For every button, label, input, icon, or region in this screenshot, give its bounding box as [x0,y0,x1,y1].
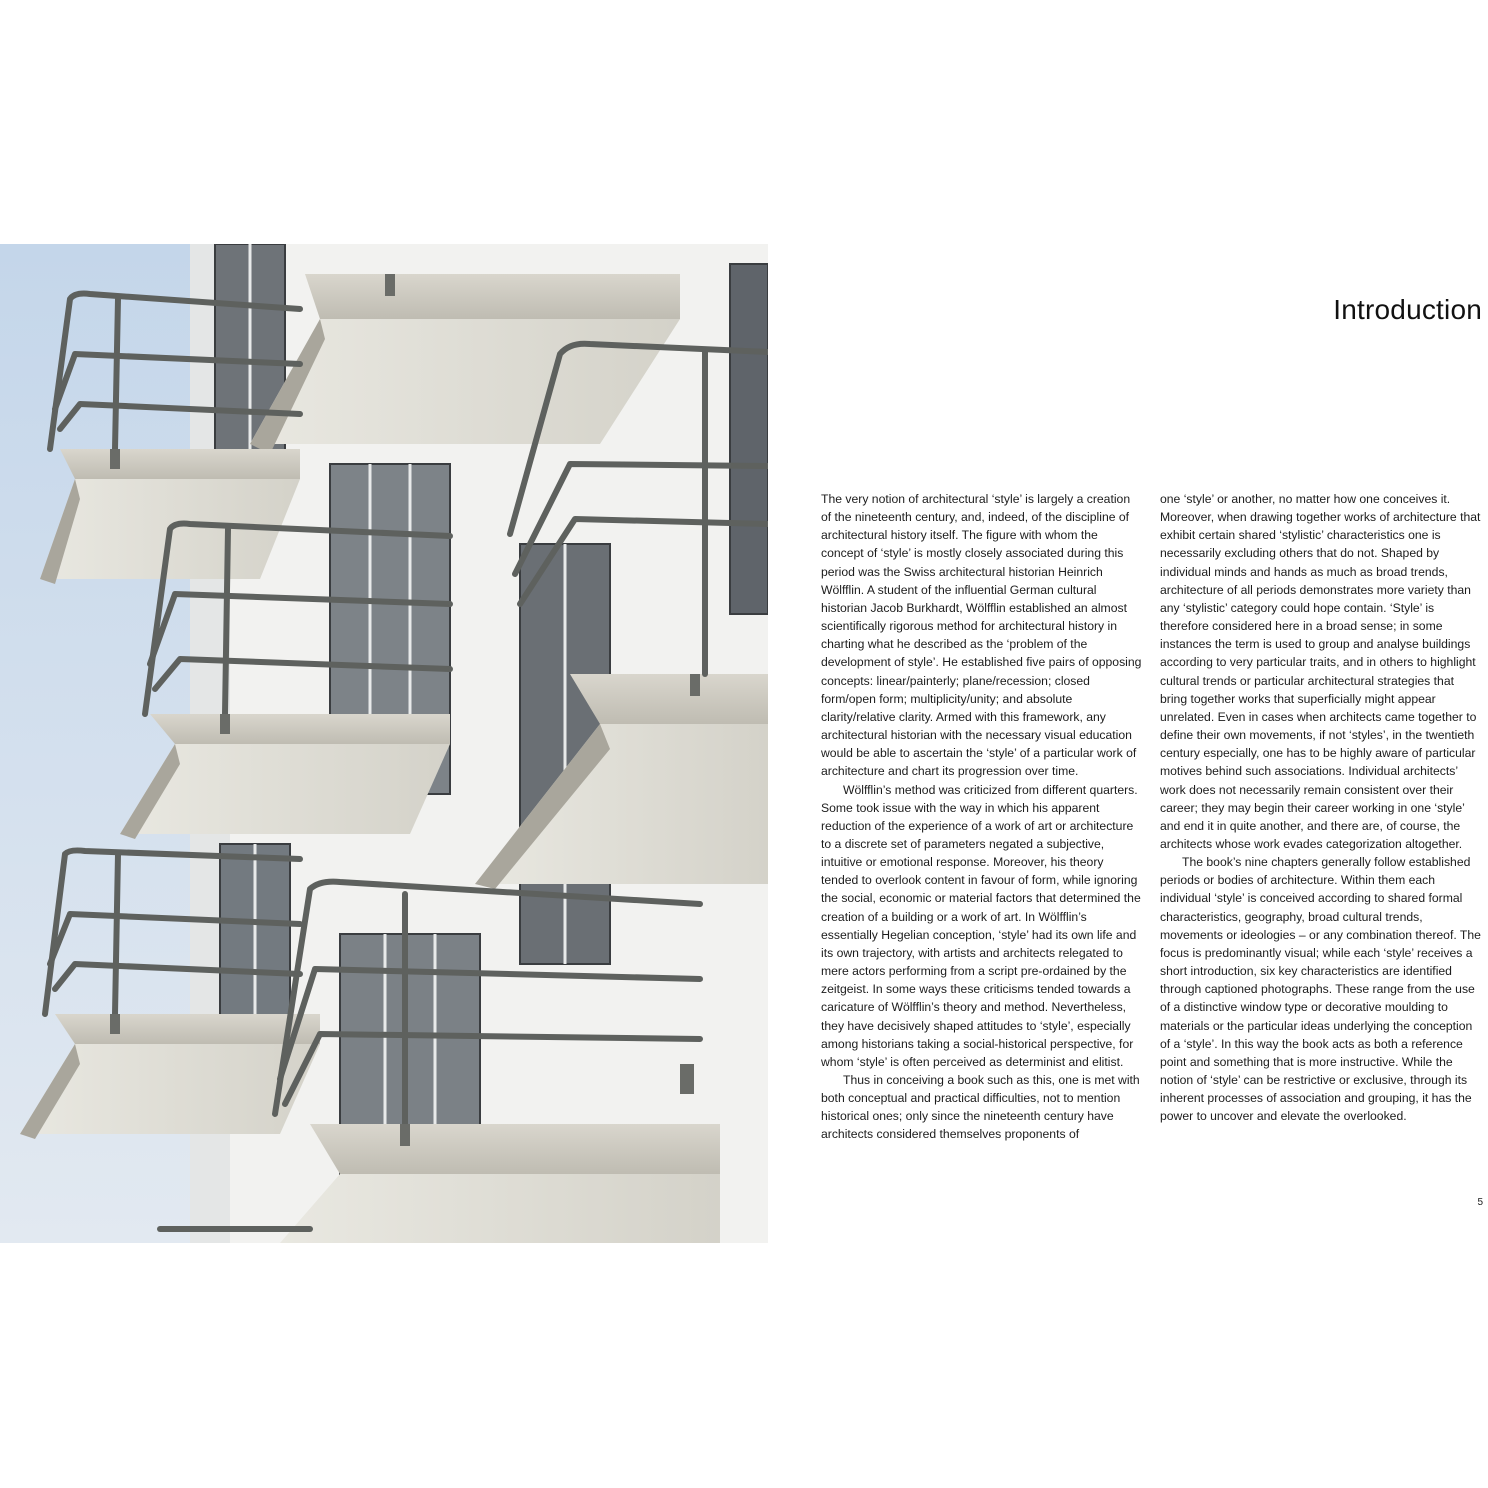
text-column-right [1160,490,1482,1125]
paragraph: one ‘style’ or another, no matter how one conceives it. Moreover, when drawing together works of architecture that exhibit certain shared ‘stylistic’ characteristics one is necessarily excluding others that do not. Shaped by individual minds and hands as much as broad trends, architecture of all periods demonstrates more variety than any ‘stylistic’ category could hope contain. ‘Style’ is therefore considered here in a broad sense; in some instances the term is used to group and analyse buildings according to very particular traits, and in others to highlight cultural trends or particular architectural strategies that bring together works that superficially might appear unrelated. Even in cases when architects came together to define their own movements, if not ‘styles’, in the twentieth century especially, one has to be highly aware of particular motives behind such associations. Individual architects’ work does not necessarily remain consistent over their career; they may begin their career working in one ‘style’ and end it in quite another, and there are, of course, the architects whose work evades categorization altogether. [1160,492,1481,851]
balconies-photo [0,244,768,1243]
balconies-illustration [0,244,768,1243]
text-column-left [821,490,1143,1144]
paragraph: The book’s nine chapters generally follow established periods or bodies of architecture. Within them each individual ‘style’ is conceived according to shared formal characteristics, geography, broad cultural trends, movements or ideologies – or any combination thereof. The focus is predominantly visual; while each ‘style’ receives a short introduction, six key characteristics are identified through captioned photographs. These range from the use of a distinctive window type or decorative moulding to materials or the particular ideas underlying the conception of a ‘style’. In this way the book acts as both a reference point and something that is more instructive. While the notion of ‘style’ can be restrictive or exclusive, through its inherent processes of association and grouping, it has the power to uncover and elevate the overlooked. [1160,855,1481,1124]
paragraph: Thus in conceiving a book such as this, one is met with both conceptual and practical difficulties, not to mention historical ones; only since the nineteenth century have architects considered themselves proponents of [821,1073,1140,1142]
page-title: Introduction [1333,294,1482,325]
paragraph: The very notion of architectural ‘style’ is largely a creation of the nineteenth century, and, indeed, of the discipline of architectural history itself. The figure with whom the concept of ‘style’ is mostly closely associated during this period was the Swiss architectural historian Heinrich Wölfflin. A student of the influential German cultural historian Jacob Burkhardt, Wölfflin established an almost scientifically rigorous method for architectural history in charting what he described as the ‘problem of the development of style’. He established five pairs of opposing concepts: linear/painterly; plane/recession; closed form/open form; multiplicity/unity; and absolute clarity/relative clarity. Armed with this framework, any architectural historian with the necessary visual education would be able to ascertain the ‘style’ of a particular work of architecture and chart its progression over time. [821,492,1142,779]
paragraph: Wölfflin’s method was criticized from different quarters. Some took issue with the way in which his apparent reduction of the experience of a work of art or architecture to a discrete set of parameters negated a subjective, intuitive or emotional response. Moreover, his theory tended to overlook content in favour of form, while ignoring the social, economic or material factors that determined the creation of a building or a work of art. In Wölfflin’s essentially Hegelian conception, ‘style’ had its own life and its own trajectory, with artists and architects relegated to mere actors performing from a script pre-ordained by the zeitgeist. In some ways these criticisms tended towards a caricature of Wölfflin’s theory and method. Nevertheless, they have decisively shaped attitudes to ‘style’, especially among historians taking a social-historical perspective, for whom ‘style’ is often perceived as determinist and elitist. [821,782,1141,1069]
page-number: 5 [1477,1197,1483,1208]
